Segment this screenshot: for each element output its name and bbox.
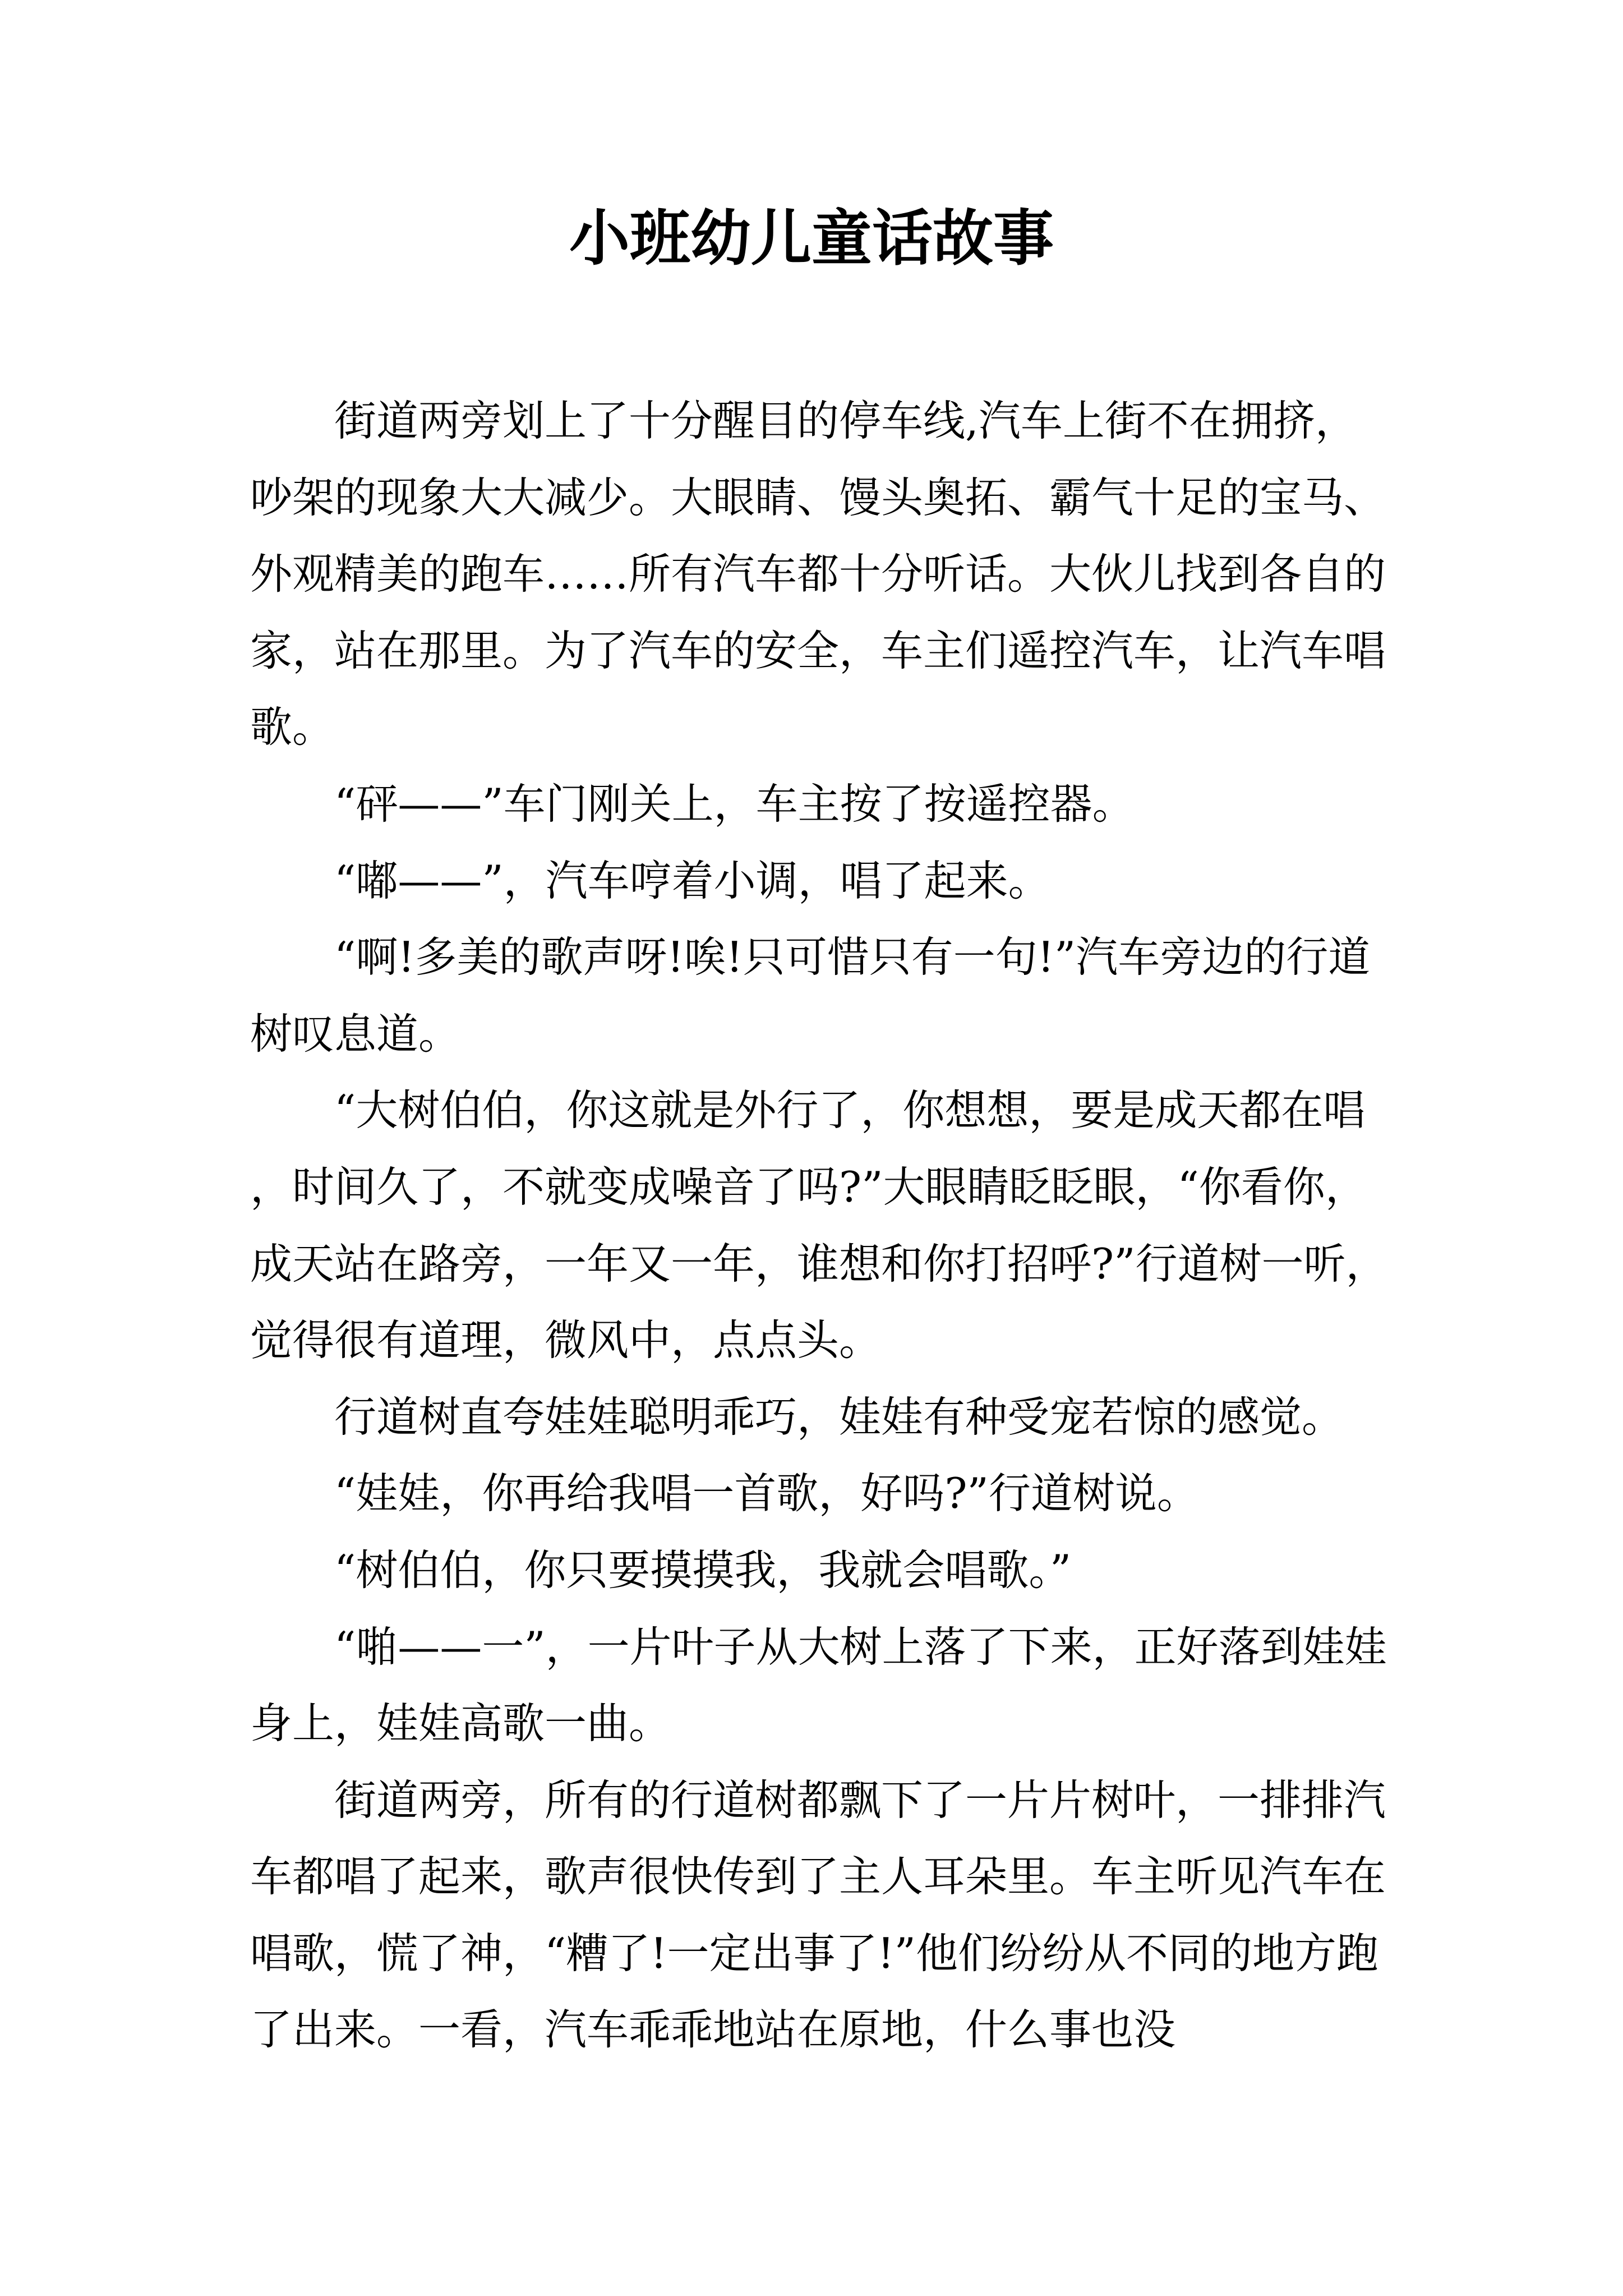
paragraph: “娃娃，你再给我唱一首歌，好吗?”行道树说。 xyxy=(334,1469,1199,1519)
paragraph: “啪——一”，一片叶子从大树上落了下来，正好落到娃娃身上，娃娃高歌一曲。 xyxy=(250,1622,1387,1749)
paragraph: 街道两旁划上了十分醒目的停车线,汽车上街不在拥挤，吵架的现象大大减少。大眼睛、馒头奥拓、霸气十足的宝马、外观精美的跑车……所有汽车都十分听话。大伙儿找到各自的家，站在那里。为了汽车的安全，车主们遥控汽车，让汽车唱歌。 xyxy=(250,396,1386,752)
page-title: 小班幼儿童话故事 xyxy=(569,203,1054,274)
paragraph: 街道两旁，所有的行道树都飘下了一片片树叶，一排排汽车都唱了起来，歌声很快传到了主人耳朵里。车主听见汽车在唱歌，慌了神，“糟了!一定出事了!”他们纷纷从不同的地方跑了出来。一看，汽车乖乖地站在原地，什么事也没 xyxy=(250,1775,1386,2055)
paragraph: “啊!多美的歌声呀!唉!只可惜只有一句!”汽车旁边的行道树叹息道。 xyxy=(250,932,1371,1059)
paragraph: “树伯伯，你只要摸摸我，我就会唱歌。” xyxy=(334,1545,1072,1595)
paragraph: 行道树直夸娃娃聪明乖巧，娃娃有种受宠若惊的感觉。 xyxy=(334,1392,1344,1442)
paragraph: “大树伯伯，你这就是外行了，你想想，要是成天都在唱，时间久了，不就变成噪音了吗?”大眼睛眨眨眼，“你看你，成天站在路旁，一年又一年，谁想和你打招呼?”行道树一听，觉得很有道理，微风中，点点头。 xyxy=(250,1085,1388,1365)
paragraph: “嘟——”，汽车哼着小调，唱了起来。 xyxy=(334,855,1050,905)
paragraph: “砰——”车门刚关上，车主按了按遥控器。 xyxy=(334,779,1135,829)
story-body xyxy=(250,383,1389,2068)
